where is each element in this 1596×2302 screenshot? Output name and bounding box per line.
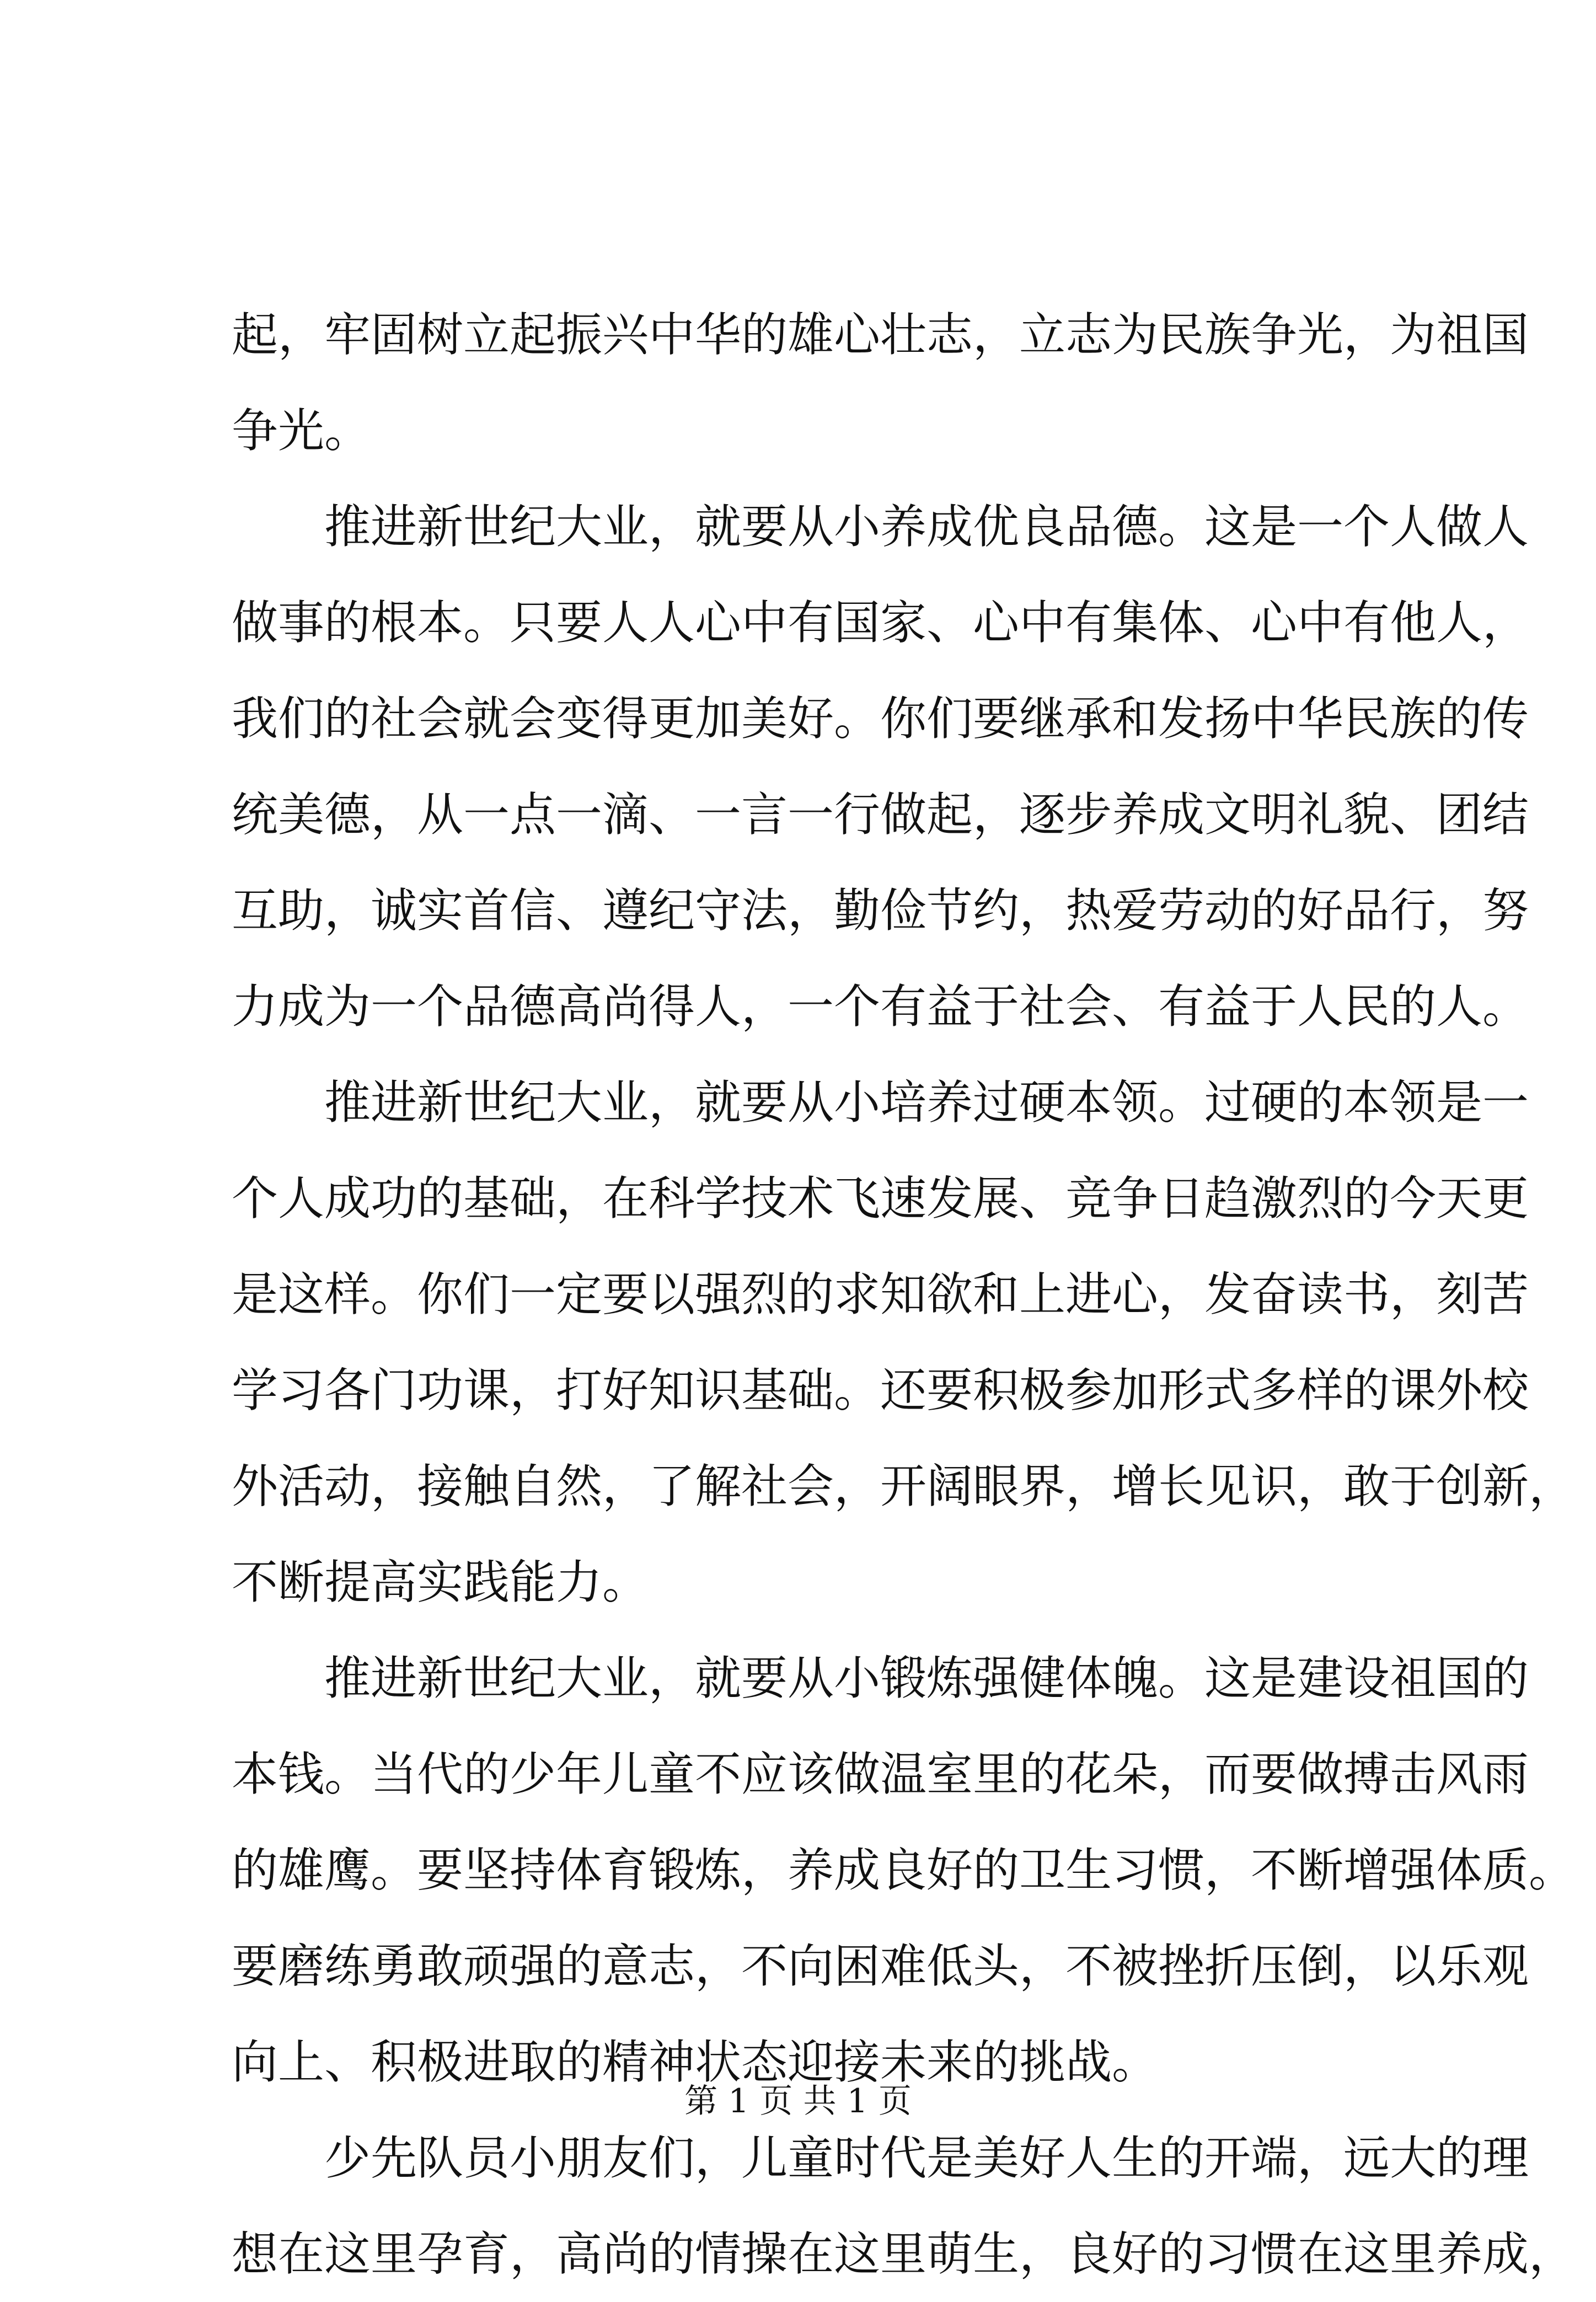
text-line: 争光。 — [232, 404, 371, 458]
document-body — [232, 287, 1576, 2302]
text-line: 少先队员小朋友们，儿童时代是美好人生的开端，远大的理 — [232, 2131, 1529, 2185]
text-line: 互助，诚实首信、遵纪守法，勤俭节约，热爱劳动的好品行，努 — [232, 884, 1529, 938]
text-line: 推进新世纪大业，就要从小养成优良品德。这是一个人做人 — [232, 500, 1529, 554]
text-line: 起，牢固树立起振兴中华的雄心壮志，立志为民族争光，为祖国 — [232, 308, 1529, 362]
text-line: 推进新世纪大业，就要从小锻炼强健体魄。这是建设祖国的 — [232, 1651, 1529, 1705]
text-line: 推进新世纪大业，就要从小培养过硬本领。过硬的本领是一 — [232, 1075, 1529, 1129]
text-line: 的雄鹰。要坚持体育锻炼，养成良好的卫生习惯，不断增强体质。 — [232, 1843, 1576, 1897]
text-line: 不断提高实践能力。 — [232, 1555, 649, 1609]
text-line: 要磨练勇敢顽强的意志，不向困难低头，不被挫折压倒，以乐观 — [232, 1939, 1529, 1993]
text-line: 做事的根本。只要人人心中有国家、心中有集体、心中有他人， — [232, 596, 1529, 650]
text-line: 想在这里孕育，高尚的情操在这里萌生，良好的习惯在这里养成， — [232, 2227, 1576, 2281]
text-line: 外活动，接触自然，了解社会，开阔眼界，增长见识，敢于创新， — [232, 1459, 1576, 1513]
page-footer: 第 1 页 共 1 页 — [684, 2082, 912, 2121]
text-line: 我们的社会就会变得更加美好。你们要继承和发扬中华民族的传 — [232, 692, 1529, 746]
text-line: 力成为一个品德高尚得人，一个有益于社会、有益于人民的人。 — [232, 979, 1529, 1034]
text-line: 是这样。你们一定要以强烈的求知欲和上进心，发奋读书，刻苦 — [232, 1267, 1529, 1321]
text-line: 统美德，从一点一滴、一言一行做起，逐步养成文明礼貌、团结 — [232, 788, 1529, 842]
text-line: 学习各门功课，打好知识基础。还要积极参加形式多样的课外校 — [232, 1363, 1529, 1417]
text-line: 个人成功的基础，在科学技术飞速发展、竞争日趋激烈的今天更 — [232, 1171, 1529, 1225]
text-line: 本钱。当代的少年儿童不应该做温室里的花朵，而要做搏击风雨 — [232, 1747, 1529, 1801]
text-line: 向上、积极进取的精神状态迎接未来的挑战。 — [232, 2035, 1159, 2089]
